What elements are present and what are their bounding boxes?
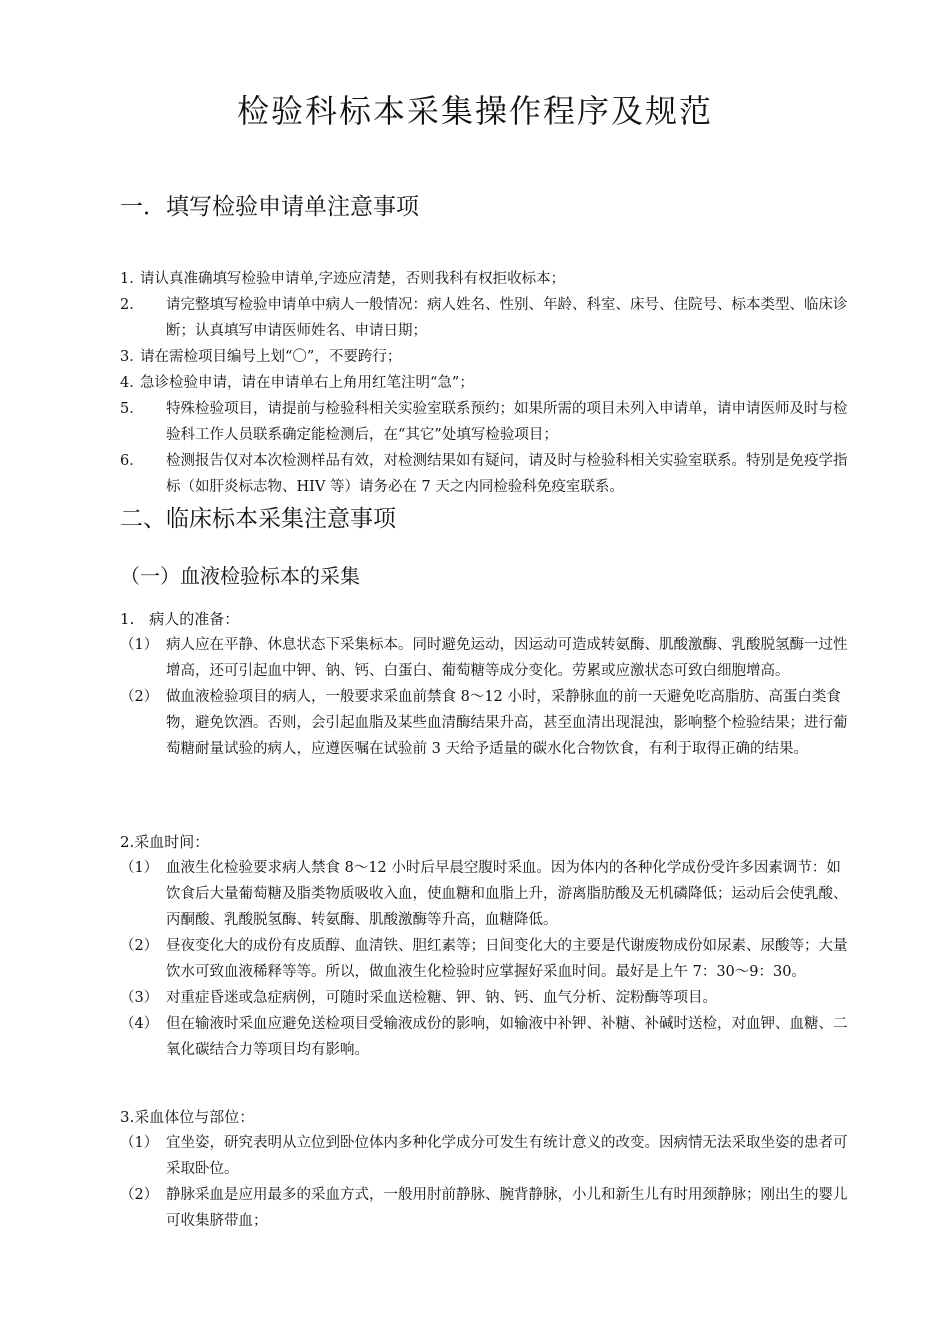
item-number: （3） [120, 990, 159, 1006]
section-2-heading: 二、临床标本采集注意事项 [120, 506, 396, 532]
item-number: 2． [120, 297, 144, 313]
item-number: 5． [120, 401, 144, 417]
section-1-heading: 一．填写检验申请单注意事项 [120, 194, 419, 220]
list-item [120, 344, 855, 370]
item-number: （1） [120, 860, 159, 876]
list-item [120, 684, 855, 762]
list-item [120, 1182, 855, 1234]
item-text: 做血液检验项目的病人，一般要求采血前禁食 8～12 小时，采静脉血的前一天避免吃高脂肪、高蛋白类食物，避免饮酒。否则，会引起血脂及某些血清酶结果升高，甚至血清出现混浊，影响整个检验结果；进行葡萄糖耐量试验的病人，应遵医嘱在试验前 3 天给予适量的碳水化合物饮食，有利于取得正确的结果。 [166, 689, 848, 757]
item-text: 对重症昏迷或急症病例，可随时采血送检糖、钾、钠、钙、血气分析、淀粉酶等项目。 [166, 990, 717, 1006]
list-item [120, 1130, 855, 1182]
item-number: （1） [120, 637, 159, 653]
item-number: （4） [120, 1016, 159, 1032]
block-heading: 2.采血时间： [120, 833, 210, 851]
item-text: 病人应在平静、休息状态下采集标本。同时避免运动，因运动可造成转氨酶、肌酸激酶、乳酸脱氢酶一过性增高，还可引起血中钾、钠、钙、白蛋白、葡萄糖等成分变化。劳累或应激状态可致白细胞增高。 [166, 637, 848, 679]
list-item [120, 448, 855, 500]
item-text: 静脉采血是应用最多的采血方式，一般用肘前静脉、腕背静脉，小儿和新生儿有时用颈静脉；刚出生的婴儿可收集脐带血； [166, 1187, 848, 1229]
item-number: （1） [120, 1135, 159, 1151]
item-text: 请完整填写检验申请单中病人一般情况：病人姓名、性别、年龄、科室、床号、住院号、标本类型、临床诊断；认真填写申请医师姓名、申请日期； [166, 297, 848, 339]
list-item [120, 933, 855, 985]
item-text: 血液生化检验要求病人禁食 8～12 小时后早晨空腹时采血。因为体内的各种化学成份受许多因素调节：如饮食后大量葡萄糖及脂类物质吸收入血，使血糖和血脂上升，游离脂肪酸及无机磷降低；运动后会使乳酸、丙酮酸、乳酸脱氢酶、转氨酶、肌酸激酶等升高，血糖降低。 [166, 860, 848, 928]
list-item [120, 1011, 855, 1063]
item-text: 但在输液时采血应避免送检项目受输液成份的影响，如输液中补钾、补糖、补碱时送检，对血钾、血糖、二氧化碳结合力等项目均有影响。 [166, 1016, 848, 1058]
section-1-list [120, 266, 855, 500]
block-posture-site [120, 1104, 855, 1234]
item-text: 请在需检项目编号上划“〇”，不要跨行； [140, 349, 402, 365]
list-item [120, 266, 855, 292]
item-number: 1． [120, 271, 144, 287]
list-item [120, 396, 855, 448]
item-number: （2） [120, 938, 159, 954]
block-patient-prep [120, 606, 855, 762]
item-text: 特殊检验项目，请提前与检验科相关实验室联系预约；如果所需的项目未列入申请单，请申请医师及时与检验科工作人员联系确定能检测后，在“其它”处填写检验项目； [166, 401, 848, 443]
list-item [120, 292, 855, 344]
item-number: 3． [120, 349, 144, 365]
subsection-heading: （一）血液检验标本的采集 [120, 564, 360, 588]
item-text: 急诊检验申请，请在申请单右上角用红笔注明“急”； [140, 375, 474, 391]
item-text: 请认真准确填写检验申请单,字迹应清楚，否则我科有权拒收标本； [140, 271, 566, 287]
list-item [120, 855, 855, 933]
item-number: （2） [120, 1187, 159, 1203]
item-number: 6． [120, 453, 144, 469]
list-item [120, 370, 855, 396]
list-item [120, 985, 855, 1011]
block-heading: 3.采血体位与部位： [120, 1108, 255, 1126]
item-number: 4． [120, 375, 144, 391]
document-title: 检验科标本采集操作程序及规范 [236, 92, 713, 130]
block-collection-time [120, 829, 855, 1063]
item-text: 宜坐姿，研究表明从立位到卧位体内多种化学成分可发生有统计意义的改变。因病情无法采取坐姿的患者可采取卧位。 [166, 1135, 848, 1177]
block-heading: 1. 病人的准备： [120, 610, 240, 628]
item-text: 检测报告仅对本次检测样品有效，对检测结果如有疑问，请及时与检验科相关实验室联系。特别是免疫学指标（如肝炎标志物、HIV 等）请务必在 7 天之内同检验科免疫室联系。 [166, 453, 848, 495]
item-text: 昼夜变化大的成份有皮质醇、血清铁、胆红素等；日间变化大的主要是代谢废物成份如尿素、尿酸等；大量饮水可致血液稀释等等。所以，做血液生化检验时应掌握好采血时间。最好是上午 7：30～9：30。 [166, 938, 848, 980]
item-number: （2） [120, 689, 159, 705]
list-item [120, 632, 855, 684]
